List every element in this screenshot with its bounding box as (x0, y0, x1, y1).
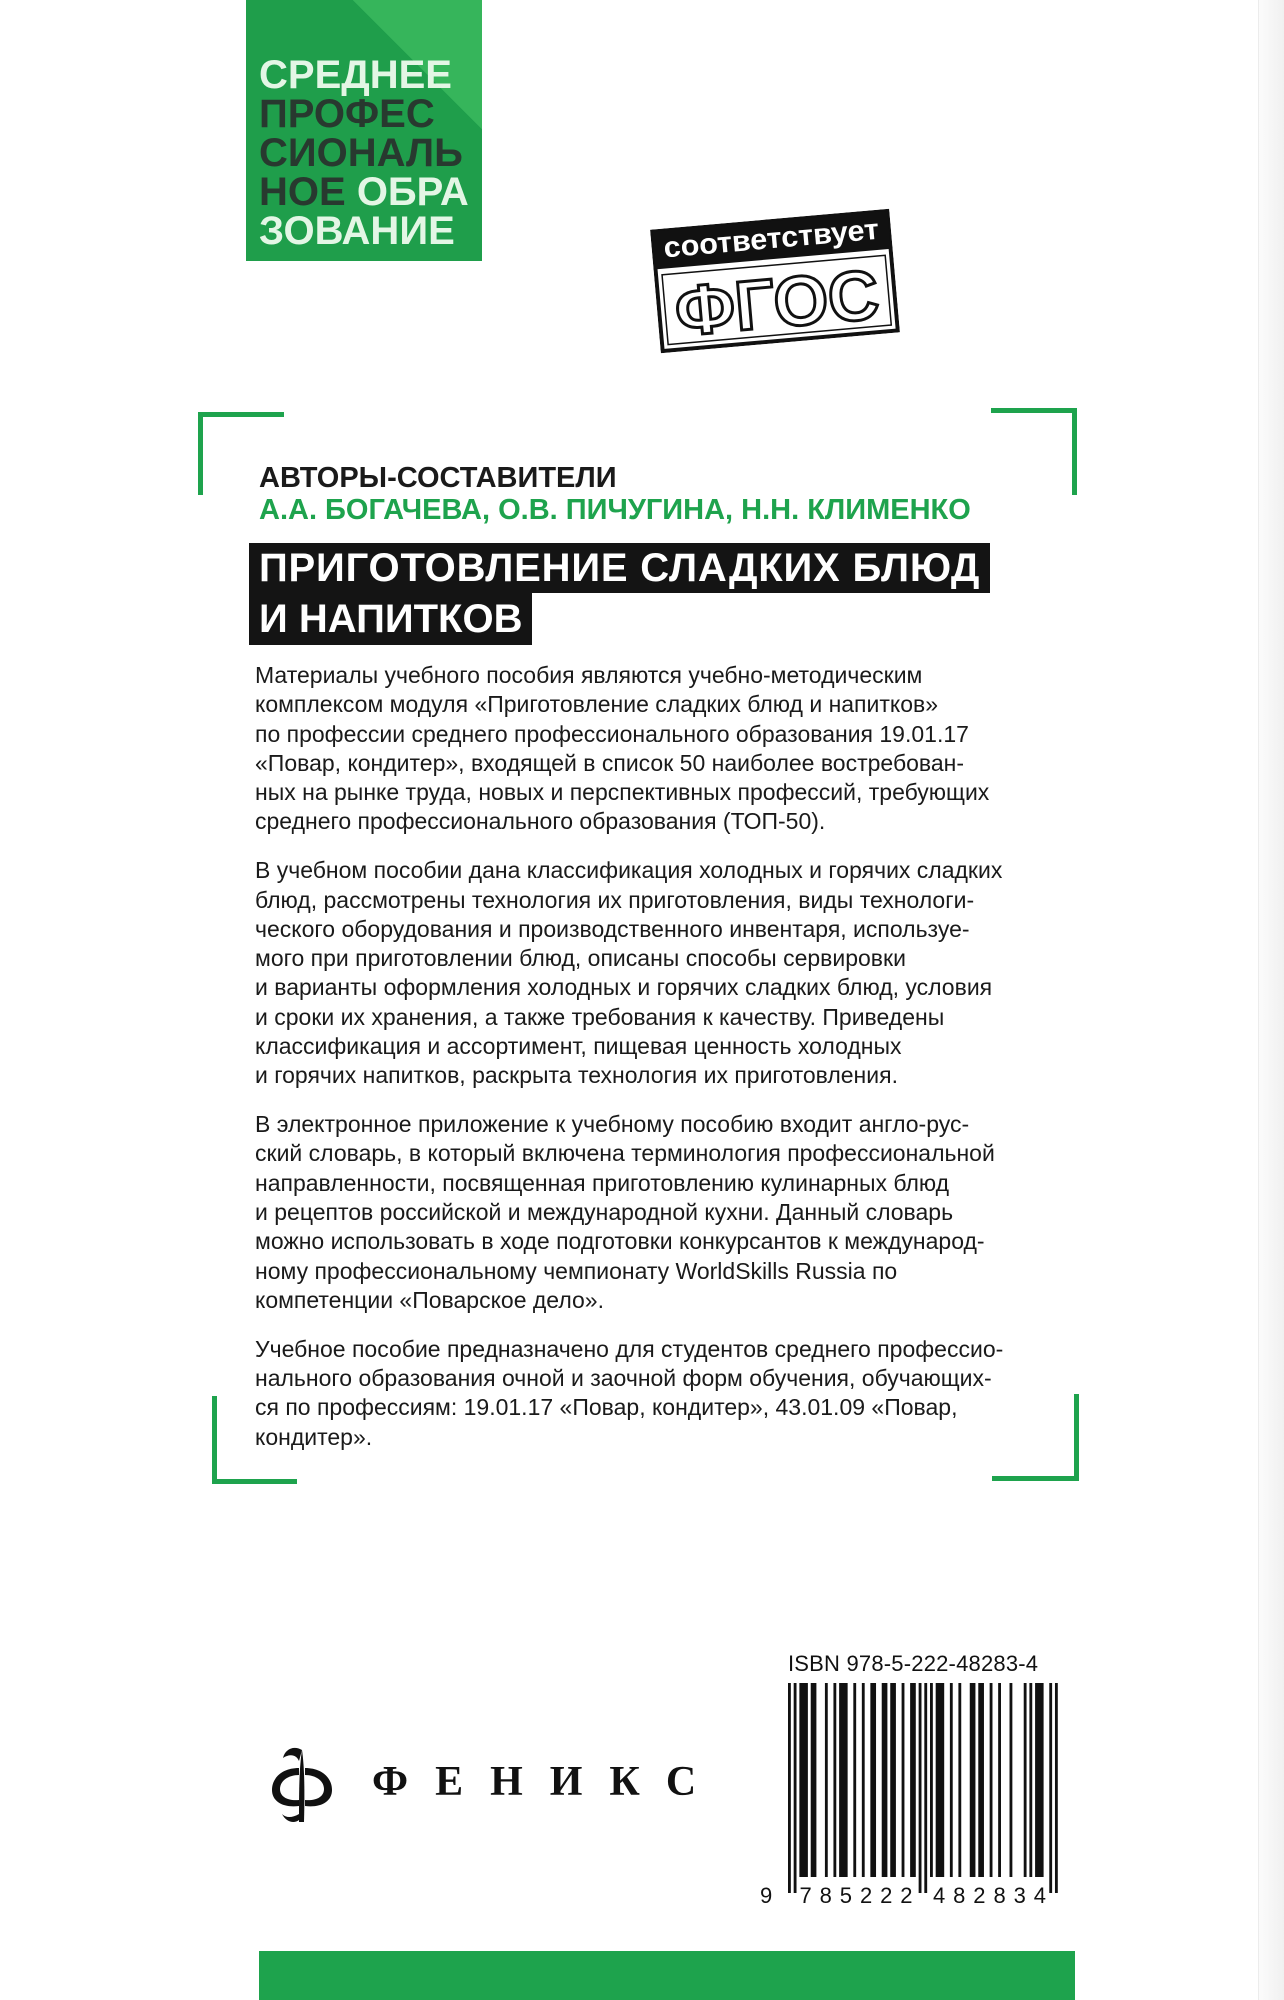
text-line: блюд, рассмотрены технология их приготовления, виды технологи- (255, 886, 975, 913)
series-badge-line (259, 131, 482, 175)
barcode-guard-bar (1055, 1683, 1058, 1893)
phoenix-logo-icon (268, 1744, 336, 1826)
text-line: Материалы учебного пособия являются учебно-методическим (255, 662, 923, 688)
barcode-bar (811, 1683, 817, 1877)
text-line: ному профессиональному чемпионату WorldSkills Russia по (255, 1257, 898, 1284)
barcode-bar (862, 1683, 865, 1877)
barcode-bar (833, 1683, 836, 1877)
fgos-stamp (650, 209, 900, 353)
text-line: мого при приготовлении блюд, описаны способы сервировки (255, 945, 906, 972)
book-title-line: ПРИГОТОВЛЕНИЕ СЛАДКИХ БЛЮД (249, 543, 990, 593)
barcode-guard-bar (1049, 1683, 1052, 1893)
publisher-name: ФЕНИКС (372, 1759, 724, 1805)
text-line: В электронное приложение к учебному пособию входит англо-рус- (255, 1111, 970, 1138)
text-line: по профессии среднего профессионального образования 19.01.17 (255, 720, 969, 747)
barcode-bar (936, 1683, 945, 1877)
barcode-digits-right: 482834 (933, 1883, 1046, 1908)
barcode-bar (1010, 1683, 1013, 1877)
barcode-bar (970, 1683, 976, 1877)
stamp-header-text: соответствует (662, 214, 870, 265)
series-badge-line (259, 209, 482, 253)
text-line: можно использовать в ходе подготовки конкурсантов к международ- (255, 1228, 985, 1255)
barcode-bar (930, 1683, 933, 1877)
bottom-green-bar (259, 1951, 1075, 2000)
text-line: кондитер». (255, 1423, 373, 1450)
text-line: нального образования очной и заочной форм обучения, обучающих- (255, 1365, 992, 1392)
barcode-bar (839, 1683, 848, 1877)
barcode-digit-first: 9 (760, 1883, 773, 1908)
text-line: среднего профессионального образования (ТОП-50). (255, 808, 826, 835)
text-line: В учебном пособии дана классификация холодных и горячих сладких (255, 857, 1003, 884)
text-line: ческого оборудования и производственного инвентаря, используе- (255, 915, 970, 942)
barcode-guard-bar (794, 1683, 797, 1893)
barcode-bar (853, 1683, 856, 1877)
barcode-bar (978, 1683, 984, 1877)
barcode-bar (870, 1683, 876, 1877)
corner-bracket-top-right (991, 408, 1077, 495)
series-badge-word: ПРОФЕС (259, 92, 435, 136)
text-line: ся по профессиям: 19.01.17 «Повар, кондитер», 43.01.09 «Повар, (255, 1394, 958, 1421)
barcode-bar (890, 1683, 896, 1877)
authors-label: АВТОРЫ-СОСТАВИТЕЛИ (259, 462, 617, 494)
description-paragraph (255, 856, 1075, 1090)
text-line: и варианты оформления холодных и горячих сладких блюд, условия (255, 974, 993, 1001)
series-badge-word: НОЕ (259, 170, 346, 214)
series-badge-line (259, 170, 482, 214)
series-badge (246, 0, 482, 261)
barcode-bar (1024, 1683, 1027, 1877)
cover-edge-shade (1258, 0, 1284, 2000)
barcode-bar (825, 1683, 828, 1877)
text-line: и рецептов российской и международной кухни. Данный словарь (255, 1199, 954, 1226)
text-line: Учебное пособие предназначено для студентов среднего профессио- (255, 1335, 1004, 1362)
barcode-bar (902, 1683, 905, 1877)
barcode-bar (1035, 1683, 1044, 1877)
series-badge-line (259, 53, 482, 97)
text-line: классификация и ассортимент, пищевая ценность холодных (255, 1033, 902, 1060)
authors-names: А.А. БОГАЧЕВА, О.В. ПИЧУГИНА, Н.Н. КЛИМЕНКО (259, 494, 971, 526)
description-paragraph (255, 1110, 1075, 1315)
barcode-guard-bar (788, 1683, 791, 1893)
barcode-bar (910, 1683, 916, 1877)
book-title-line: И НАПИТКОВ (249, 593, 532, 645)
series-badge-word: СРЕДНЕЕ (259, 53, 452, 97)
text-line: ский словарь, в который включена терминология профессиональной (255, 1140, 995, 1167)
barcode-guard-bar (924, 1683, 927, 1893)
barcode-bar (1029, 1683, 1032, 1877)
barcode-guard-bar (919, 1683, 922, 1893)
barcode-bar (998, 1683, 1001, 1877)
text-line: «Повар, кондитер», входящей в список 50 наиболее востребован- (255, 749, 965, 776)
series-badge-word: СИОНАЛЬ (259, 131, 463, 175)
text-line: комплексом модуля «Приготовление сладких блюд и напитков» (255, 691, 939, 718)
barcode-bar (799, 1683, 808, 1877)
barcode-bar (990, 1683, 993, 1877)
text-line: направленности, посвященная приготовлению кулинарных блюд (255, 1169, 950, 1196)
barcode (752, 1681, 1067, 1911)
series-badge-word: ЗОВАНИЕ (259, 209, 455, 253)
series-badge-word: ОБРА (356, 170, 469, 214)
text-line: ных на рынке труда, новых и перспективных профессий, требующих (255, 779, 990, 806)
barcode-bar (950, 1683, 953, 1877)
stamp-main-text: ФГОС (671, 255, 882, 351)
isbn-label: ISBN 978-5-222-48283-4 (788, 1651, 1039, 1676)
description-paragraph (255, 1335, 1075, 1452)
text-line: и сроки их хранения, а также требования к качеству. Приведены (255, 1003, 945, 1030)
text-line: и горячих напитков, раскрыта технология их приготовления. (255, 1062, 898, 1089)
series-badge-line (259, 92, 482, 136)
barcode-digits-left: 785222 (799, 1883, 913, 1908)
book-title (249, 543, 990, 645)
description-paragraph (255, 661, 1075, 837)
description (255, 661, 1075, 1471)
barcode-bar (882, 1683, 888, 1877)
barcode-bar (958, 1683, 961, 1877)
text-line: компетенции «Поварское дело». (255, 1286, 604, 1313)
